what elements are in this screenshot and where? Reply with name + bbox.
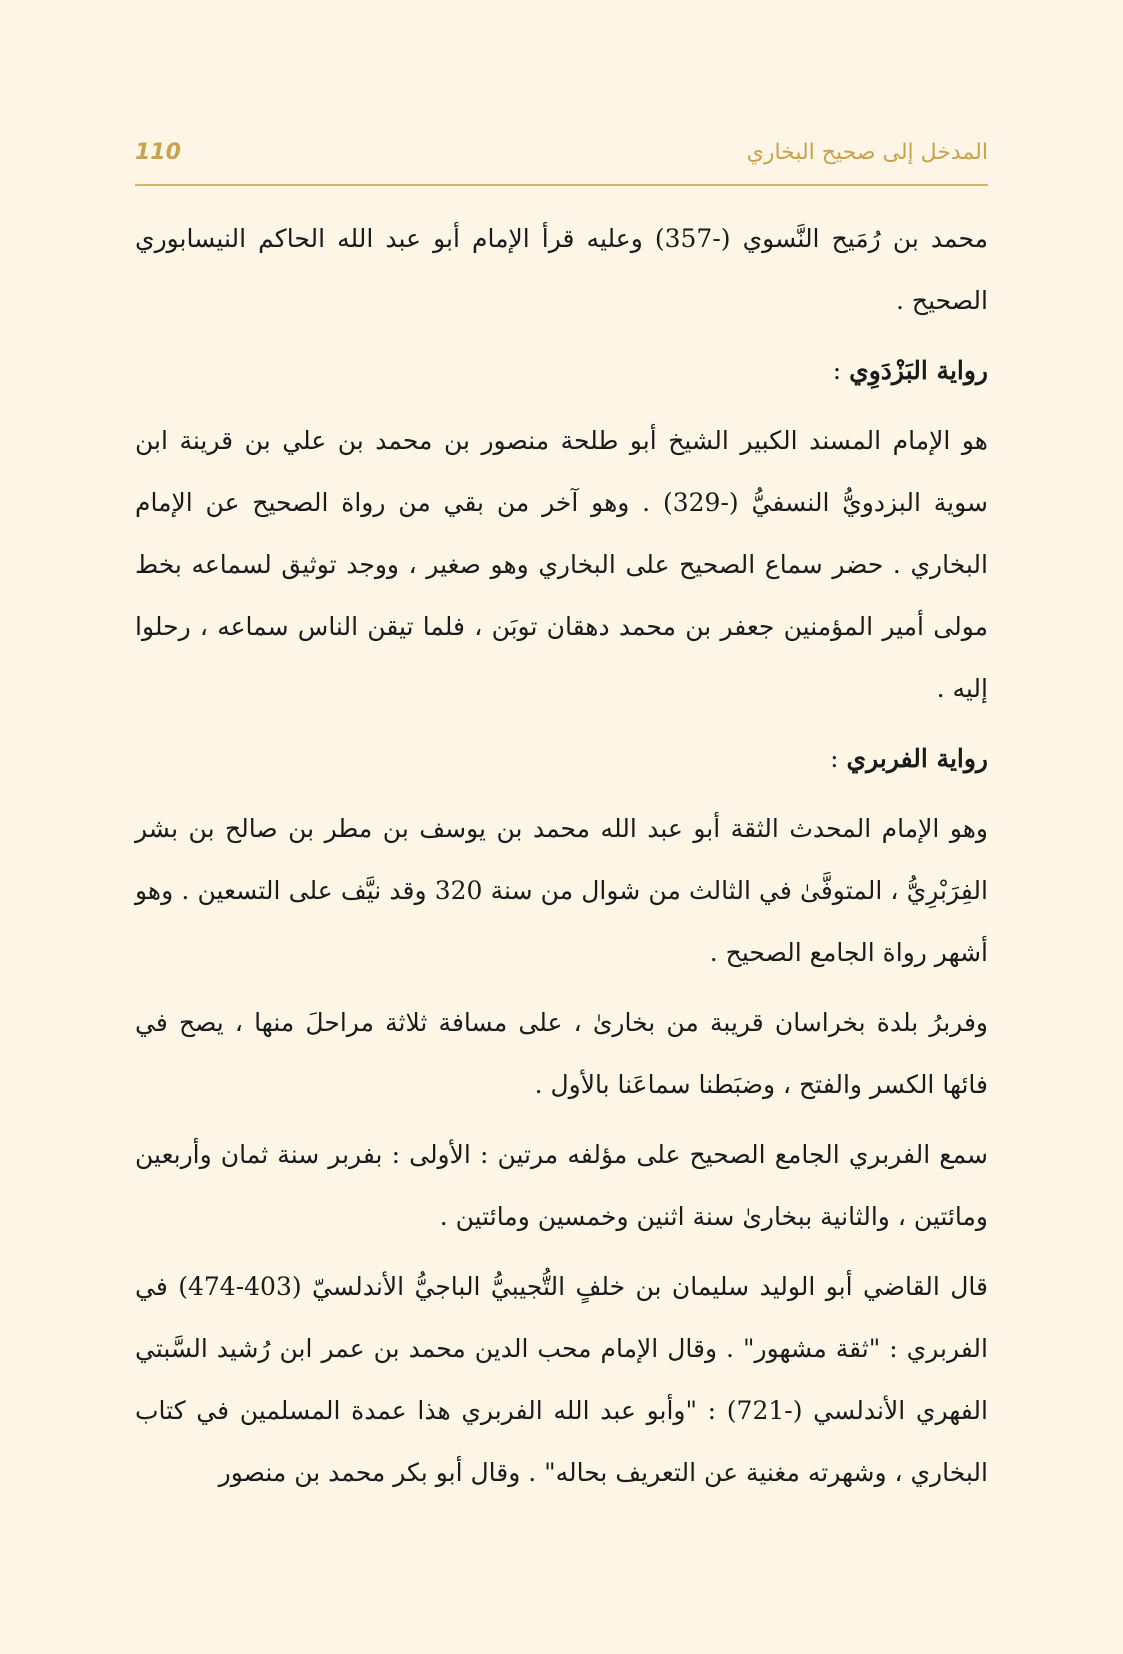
paragraph-firabri-hearing: سمع الفربري الجامع الصحيح على مؤلفه مرتين : الأولى : بفربر سنة ثمان وأربعين ومائتين ، والثانية ببخارىٰ سنة اثنين وخمسين ومائتين . — [135, 1140, 988, 1231]
paragraph-bazdawi-bio: هو الإمام المسند الكبير الشيخ أبو طلحة منصور بن محمد بن علي بن قرينة ابن سوية البزدويُّ النسفيُّ (-329) . وهو آخر من بقي من رواة الصحيح عن الإمام البخاري . حضر سماع الصحيح على البخاري وهو صغير ، ووجد توثيق لسماعه بخط مولى أمير المؤمنين جعفر بن محمد دهقان توبَن ، فلما تيقن الناس سماعه ، رحلوا إليه . — [135, 426, 988, 703]
section-heading-bazdawi — [135, 340, 988, 402]
heading-colon: : — [832, 356, 850, 385]
paragraph-firabri-bio: وهو الإمام المحدث الثقة أبو عبد الله محمد بن يوسف بن مطر بن صالح بن بشر الفِرَبْرِيُّ ، المتوفَّىٰ في الثالث من شوال من سنة 320 وقد نيَّف على التسعين . وهو أشهر رواة الجامع الصحيح . — [135, 814, 988, 967]
paragraph-firabr-town: وفربرُ بلدة بخراسان قريبة من بخارىٰ ، على مسافة ثلاثة مراحلَ منها ، يصح في فائها الكسر والفتح ، وضبَطنا سماعَنا بالأول . — [135, 1008, 988, 1099]
heading-text: رواية البَزْدَوِي — [849, 356, 988, 385]
page-body — [135, 208, 988, 1512]
paragraph-firabri-praise: قال القاضي أبو الوليد سليمان بن خلفٍ التُّجيبيُّ الباجيُّ الأندلسيّ (403-474) في الفربري : "ثقة مشهور" . وقال الإمام محب الدين محمد بن عمر ابن رُشيد السَّبتي الفهري الأندلسي (-721) : "وأبو عبد الله الفربري هذا عمدة المسلمين في كتاب البخاري ، وشهرته مغنية عن التعريف بحاله" . وقال أبو بكر محمد بن منصور — [135, 1272, 988, 1487]
page-header — [135, 132, 988, 186]
running-title: المدخل إلى صحيح البخاري — [746, 140, 988, 165]
section-heading-firabri — [135, 728, 988, 790]
paragraph-continuation: محمد بن رُمَيح النَّسوي (-357) وعليه قرأ الإمام أبو عبد الله الحاكم النيسابوري الصحيح . — [135, 224, 988, 315]
page-number: 110 — [135, 140, 181, 165]
heading-text: رواية الفربري — [846, 744, 988, 773]
heading-colon: : — [830, 744, 847, 773]
